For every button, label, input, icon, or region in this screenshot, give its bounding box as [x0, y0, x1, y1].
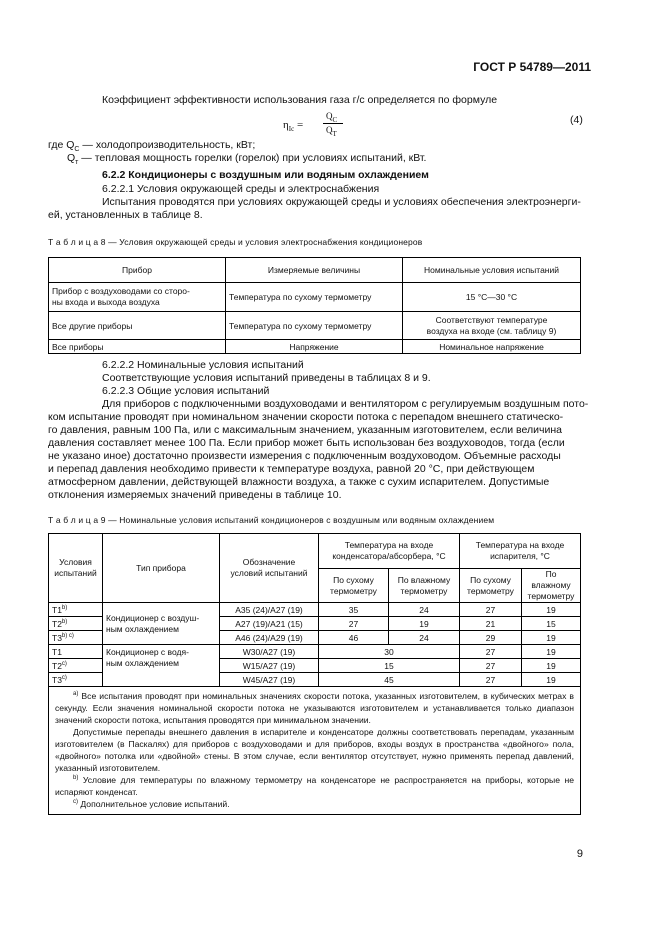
where-line-2: $Q_т$ — тепловая мощность горелки (горелок) при условиях испытаний, кВт.	[67, 152, 427, 167]
para-line: Для приборов с подключенными воздуховодами и вентилятором с регулируемым воздушным пото-	[102, 398, 589, 410]
para-line: не указано иное) достаточно произвести измерения с подключенным воздуховодом. Объемные расходы	[48, 450, 561, 462]
section-title-622: 6.2.2 Кондиционеры с воздушным или водяным охлаждением	[102, 169, 429, 181]
section-6221-text2: ей, установленных в таблице 8.	[48, 209, 203, 221]
section-6221-text1: Испытания проводятся при условиях окружающей среды и условиях обеспечения электроэнерги-	[102, 196, 581, 208]
table-row: T1 Кондиционер с водя- ным охлаждением W30/A27 (19) 30 27 19	[49, 645, 581, 659]
table-row: T2$^{c)}$ W15/A27 (19) 15 27 19	[49, 659, 581, 673]
table8-header: Прибор	[49, 258, 226, 283]
para-line: давления составляет менее 100 Па. Если прибор может быть использован без воздуховодов, тогда (если	[48, 437, 565, 449]
table-row: T1$^{b)}$ Кондиционер с воздуш- ным охлаждением A35 (24)/A27 (19) 35 24 27 19	[49, 603, 581, 617]
table9-caption: Т а б л и ц а 9 — Номинальные условия испытаний кондиционеров с воздушным или водяным охлаждением	[48, 515, 495, 525]
table8-header: Номинальные условия испытаний	[403, 258, 581, 283]
table-row: Прибор с воздуховодами со сторо- ны входа и выхода воздуха Температура по сухому термометру 15 °C—30 °C	[49, 283, 581, 312]
table8-header: Измеряемые величины	[226, 258, 403, 283]
formula-number: (4)	[570, 114, 583, 126]
section-6222-text: Соответствующие условия испытаний приведены в таблицах 8 и 9.	[102, 372, 431, 384]
para-line: и перепад давления необходимо привести к температуре воздуха, равной 20 °C, при действующем	[48, 463, 535, 475]
table-row: Все приборы Напряжение Номинальное напряжение	[49, 340, 581, 354]
coef-text: Коэффициент эффективности использования газа г/с определяется по формуле	[102, 94, 498, 106]
where-line-1: где $Q_C$ — холодопроизводительность, кВт;	[48, 139, 256, 154]
table-row: $T3^{b) c)}$ A46 (24)/A29 (19) 46 24 29 19	[49, 631, 581, 645]
section-6222: 6.2.2.2 Номинальные условия испытаний	[102, 359, 304, 371]
table8	[48, 257, 581, 354]
table-row: T3$^{c)}$ W45/A27 (19) 45 27 19	[49, 673, 581, 687]
para-line: атмосферном давлении, действующей влажности воздуха, а также с сухим испарителем. Допустимые	[48, 476, 550, 488]
page-number: 9	[576, 848, 583, 860]
document-id: ГОСТ Р 54789—2011	[473, 60, 591, 74]
table9-footnotes: $^{a)}$ Все испытания проводят при номинальных значениях скорости потока, указанных изготовителем, в кубических метрах в секунду. Если значения номинальной скорости потока не указываются изготовителем и устанавливается только диапазон значений скорости потока, испытания проводятся при минимальном значении. Допустимые перепады внешнего давления в испарителе и конденсаторе должны соответствовать перепадам, указанным изготовителем (в Паскалях) для приборов с воздуховодами и для приборов, входы воздух в пространства «двойного» пола, «двойного» потолка или «двойной» стены. В этом случае, если вентилятор отсутствует, нужно применять перепад давлений, указанный изготовителем. $^{b)}$ Условие для температуры по влажному термометру на конденсаторе не распространяется на приборы, которые не испаряют конденсат. $^{c)}$ Дополнительное условие испытаний.	[49, 687, 581, 815]
section-6223: 6.2.2.3 Общие условия испытаний	[102, 385, 270, 397]
table-row: Все другие приборы Температура по сухому термометру Соответствуют температуре воздуха на входе (см. таблицу 9)	[49, 312, 581, 340]
section-6221: 6.2.2.1 Условия окружающей среды и электроснабжения	[102, 183, 380, 195]
table-row: T2$^{b)}$ A27 (19)/A21 (15) 27 19 21 15	[49, 617, 581, 631]
para-line: ком испытание проводят при номинальном значении скорости потока с перепадом внешнего статическо-	[48, 411, 564, 423]
para-line: отклонения измеряемых значений приведены в таблице 10.	[48, 489, 342, 501]
table8-caption: Т а б л и ц а 8 — Условия окружающей среды и условия электроснабжения кондиционеров	[48, 237, 423, 247]
table9: Условия испытаний Тип прибора Обозначение условий испытаний Температура на входе конденсатора/абсорбера, °C Температура на входе испарителя, °C По сухому термометру По влажному термометру По сухому термометру По влажному термометру T1$^{b)}$ Кондиционер с воздуш- ным охлаждением A35 (24)/A27 (19) 35 24 27 19 T2$^{b)}$ A27 (19)/A21 (15) 27 19 21 15 $T3^{b) c)}$ A46 (24)/A29 (19) 46 24 29 19 T1 Кондиционер с водя- ным охлаждением W30/A27 (19) 30 27 19 T2$^{c)}$ W15/A27 (19) 15 27 19 T3$^{c)}$ W45/A27 (19) 45 27 19 $^{a)}$ Все испытания проводят при номинальных значениях скорости потока, указанных изготовителем, в кубических метрах в секунду. Если значения номинальной скорости потока не указываются изготовителем и устанавливается только диапазон значений скорости потока, испытания проводятся при минимальном значении. Допустимые перепады внешнего давления в испарителе и конденсаторе должны соответствовать перепадам, указанным изготовителем (в Паскалях) для приборов с воздуховодами и для приборов, входы воздух в пространства «двойного» пола, «двойного» потолка или «двойной» стены. В этом случае, если вентилятор отсутствует, нужно применять перепад давлений, указанный изготовителем. $^{b)}$ Условие для температуры по влажному термометру на конденсаторе не распространяется на приборы, которые не испаряют конденсат. $^{c)}$ Дополнительное условие испытаний.	[48, 533, 581, 815]
para-line: го давления, равным 100 Па, или с максимальным значением, указанным изготовителем, если величина	[48, 424, 562, 436]
